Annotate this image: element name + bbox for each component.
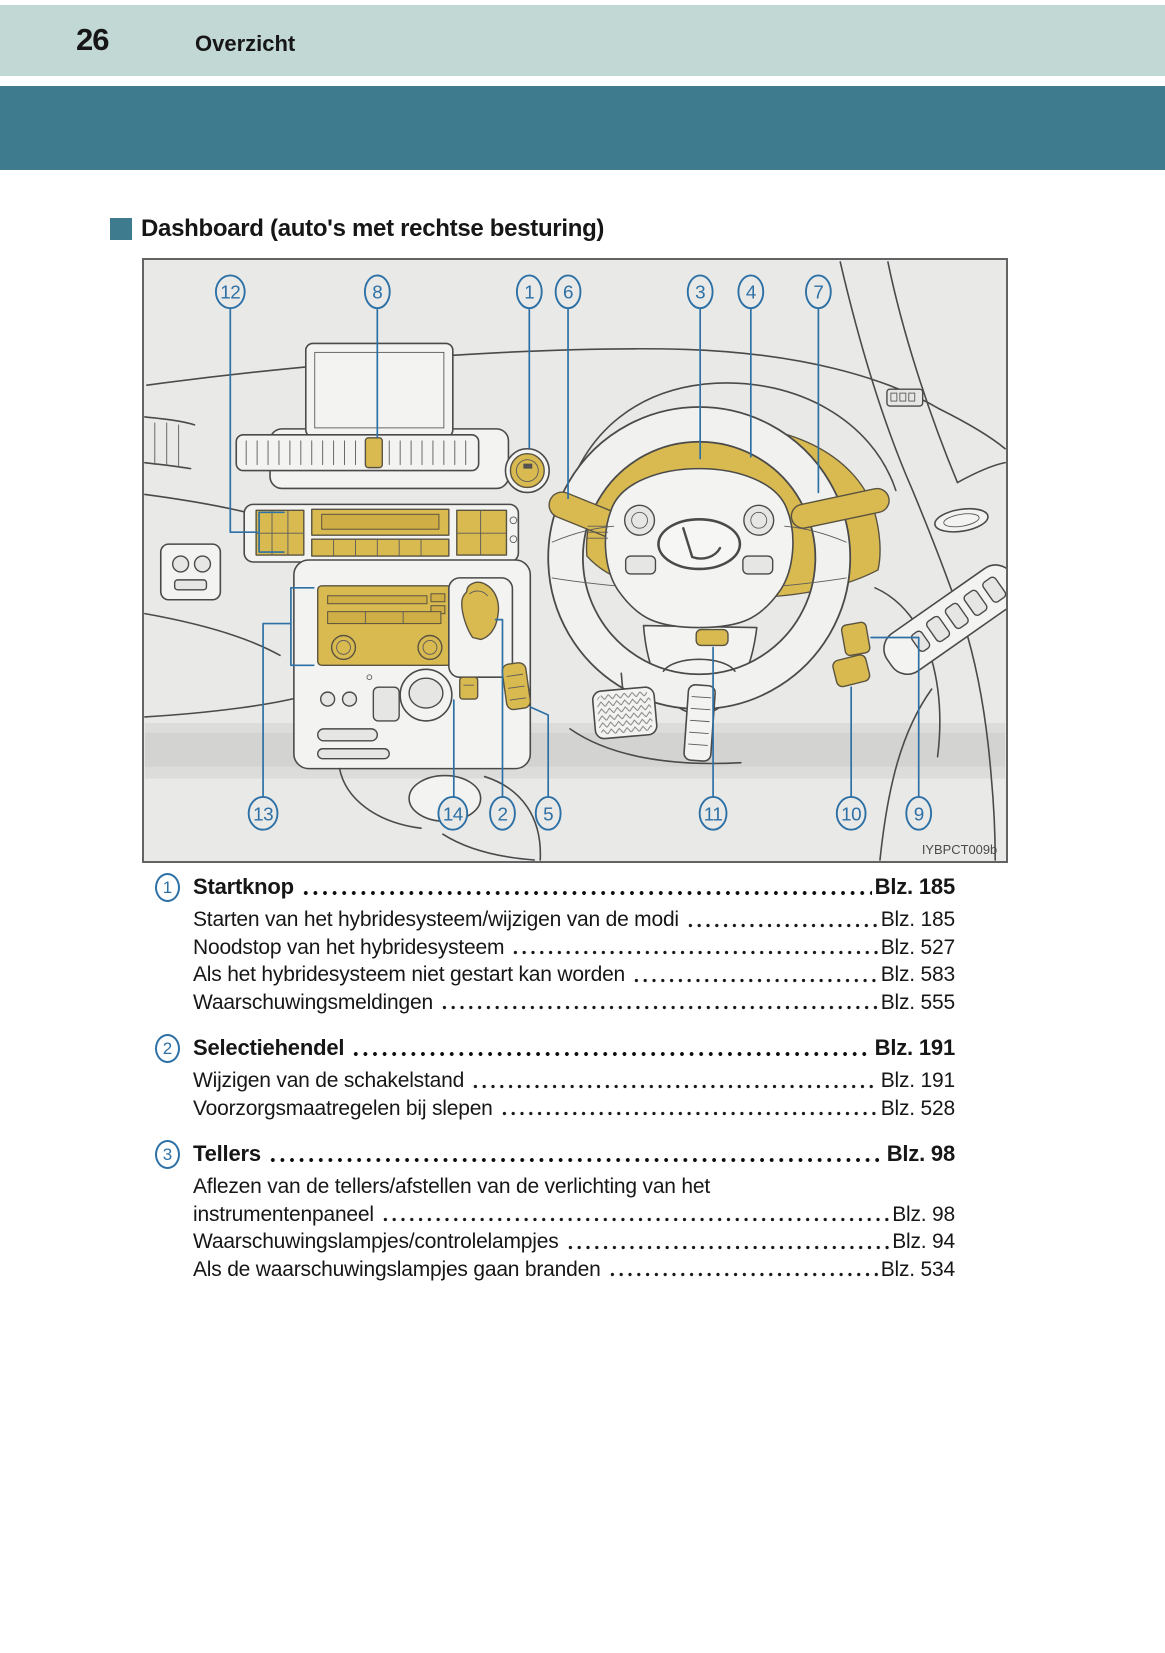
svg-text:8: 8 [372, 281, 383, 303]
figure-callout-11 [700, 797, 727, 830]
svg-text:6: 6 [563, 281, 574, 303]
chapter-color-band [0, 86, 1165, 170]
sub-page-ref: Blz. 191 [880, 1069, 955, 1092]
sub-page-ref: Blz. 528 [880, 1096, 955, 1120]
sub-page-ref: Blz. 555 [880, 990, 955, 1014]
page-number: 26 [76, 22, 109, 57]
svg-text:4: 4 [745, 281, 756, 303]
svg-text:3: 3 [695, 281, 706, 303]
center-vent-strip [236, 435, 478, 471]
toc-entry-selectiehendel [155, 1033, 955, 1122]
dot-leader [471, 1075, 878, 1095]
entry-page-ref: Blz. 191 [874, 1035, 955, 1060]
dot-leader [608, 1263, 878, 1283]
dot-leader [301, 882, 872, 902]
sub-page-ref: Blz. 527 [880, 935, 955, 959]
figure-callout-1 [517, 275, 542, 308]
callout-number-badge: 1 [155, 873, 180, 902]
lexus-emblem [658, 519, 739, 569]
figure-callout-9 [906, 797, 931, 830]
entry-label: Selectiehendel [193, 1035, 345, 1060]
sub-entry: Starten van het hybridesysteem/wijzigen van de modi Blz. 185 [193, 906, 955, 934]
sub-entry: Als het hybridesysteem niet gestart kan worden Blz. 583 [193, 961, 955, 989]
dot-leader [566, 1236, 890, 1256]
entry-label: Startknop [193, 874, 294, 899]
figure-code: IYBPCT009b [921, 842, 998, 858]
dashboard-figure [142, 258, 1008, 863]
sub-entry: Noodstop van het hybridesysteem Blz. 527 [193, 934, 955, 962]
dot-leader [511, 941, 877, 961]
dot-leader [686, 914, 878, 934]
door-panel [875, 409, 1006, 860]
component-index [155, 872, 955, 1300]
figure-callout-4 [738, 275, 763, 308]
sub-page-ref: Blz. 94 [892, 1230, 955, 1253]
sub-page-ref: Blz. 185 [880, 908, 955, 931]
toc-entry-tellers [155, 1139, 955, 1283]
entry-page-ref: Blz. 98 [886, 1141, 955, 1166]
page-header [0, 5, 1165, 76]
climate-control-panel [244, 504, 518, 562]
callout-number-badge: 2 [155, 1034, 180, 1063]
windshield-cowl-line [147, 349, 940, 409]
lower-hub-highlight [696, 630, 728, 646]
accelerator-pedal [684, 684, 716, 761]
figure-callout-12 [216, 275, 245, 308]
lower-door-switch-highlight [832, 654, 871, 688]
dashboard-illustration [144, 260, 1006, 861]
sub-page-ref: Blz. 98 [892, 1202, 955, 1226]
entry-page-ref: Blz. 185 [874, 874, 955, 899]
sub-entry-wrapped-line1: Aflezen van de tellers/afstellen van de verlichting van het [193, 1175, 711, 1198]
entry-label: Tellers [193, 1141, 261, 1166]
dot-leader [351, 1043, 871, 1063]
dot-leader [440, 996, 878, 1016]
start-button-highlight [505, 449, 549, 493]
sub-entry: Waarschuwingsmeldingen Blz. 555 [193, 989, 955, 1017]
svg-text:2: 2 [497, 803, 508, 825]
callout-number-badge: 3 [155, 1140, 180, 1169]
figure-callout-3 [688, 275, 713, 308]
dot-leader [500, 1102, 878, 1122]
section-title: Overzicht [195, 31, 296, 56]
svg-text:5: 5 [543, 803, 554, 825]
sub-page-ref: Blz. 534 [880, 1257, 955, 1281]
dot-leader [268, 1149, 884, 1169]
svg-text:9: 9 [913, 803, 924, 825]
svg-text:7: 7 [813, 281, 824, 303]
svg-text:13: 13 [253, 803, 274, 825]
figure-callout-7 [806, 275, 831, 308]
svg-text:12: 12 [220, 281, 241, 303]
sub-entry: Wijzigen van de schakelstand Blz. 191 [193, 1067, 955, 1095]
dot-leader [632, 969, 878, 989]
figure-callout-14 [438, 797, 467, 830]
window-switch-panel [877, 558, 1006, 682]
figure-callout-5 [536, 797, 561, 830]
upper-door-switch-highlight [841, 622, 871, 657]
dot-leader [381, 1208, 889, 1228]
svg-text:14: 14 [442, 803, 463, 825]
sub-entry: Als de waarschuwingslampjes gaan branden Blz. 534 [193, 1256, 955, 1284]
title-text: Dashboard (auto's met rechtse besturing) [141, 215, 605, 243]
sub-entry: Voorzorgsmaatregelen bij slepen Blz. 528 [193, 1095, 955, 1123]
figure-callout-10 [837, 797, 866, 830]
figure-callout-13 [249, 797, 278, 830]
center-stack [294, 560, 530, 769]
figure-callout-6 [556, 275, 581, 308]
page-title [110, 215, 604, 243]
title-square-bullet [110, 218, 132, 240]
vent-control-highlight [365, 438, 382, 468]
small-switch-highlight [460, 677, 478, 699]
sub-entry: instrumentenpaneel Blz. 98 [193, 1201, 955, 1229]
svg-text:11: 11 [703, 803, 723, 825]
figure-callout-2 [490, 797, 515, 830]
svg-text:1: 1 [524, 281, 535, 303]
svg-text:10: 10 [841, 803, 862, 825]
toc-entry-startknop [155, 872, 955, 1016]
sub-entry: Waarschuwingslampjes/controlelampjes Blz. 94 [193, 1228, 955, 1256]
figure-callout-8 [365, 275, 390, 308]
sub-page-ref: Blz. 583 [880, 963, 955, 986]
